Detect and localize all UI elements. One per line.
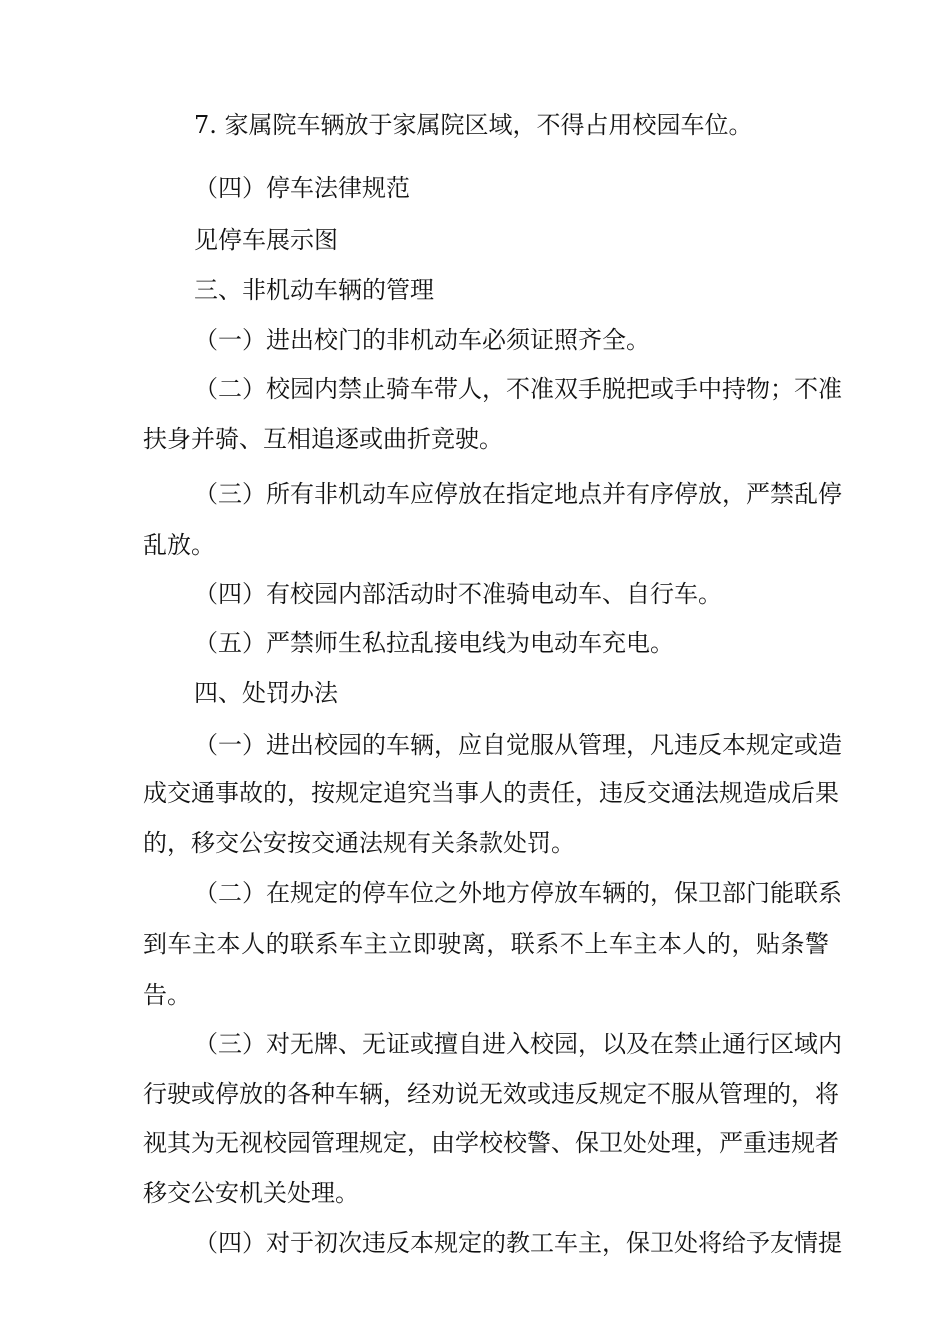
text-line: （一）进出校园的车辆，应自觉服从管理，凡违反本规定或造 (194, 731, 842, 759)
section-heading: 三、非机动车辆的管理 (194, 276, 434, 304)
text-line: 乱放。 (143, 531, 215, 559)
text-line: （三）对无牌、无证或擅自进入校园，以及在禁止通行区域内 (194, 1030, 842, 1058)
text-line: 告。 (143, 981, 191, 1009)
text-line: 见停车展示图 (194, 226, 338, 254)
text-line: 的，移交公安按交通法规有关条款处罚。 (143, 829, 575, 857)
text-line: （四）有校园内部活动时不准骑电动车、自行车。 (194, 580, 722, 608)
text-line: 成交通事故的，按规定追究当事人的责任，违反交通法规造成后果 (143, 779, 839, 807)
text-line: （二）校园内禁止骑车带人，不准双手脱把或手中持物；不准 (194, 375, 842, 403)
text-line: （三）所有非机动车应停放在指定地点并有序停放，严禁乱停 (194, 480, 842, 508)
text-line: （一）进出校门的非机动车必须证照齐全。 (194, 326, 650, 354)
text-line: （五）严禁师生私拉乱接电线为电动车充电。 (194, 629, 674, 657)
section-heading: 四、处罚办法 (194, 679, 338, 707)
text-line: 视其为无视校园管理规定，由学校校警、保卫处处理，严重违规者 (143, 1129, 839, 1157)
text-line: 到车主本人的联系车主立即驶离，联系不上车主本人的，贴条警 (143, 930, 829, 958)
section-heading: （四）停车法律规范 (194, 174, 410, 202)
text-line: （四）对于初次违反本规定的教工车主，保卫处将给予友情提 (194, 1229, 842, 1257)
text-line: 7. 家属院车辆放于家属院区域，不得占用校园车位。 (194, 111, 753, 139)
text-line: 行驶或停放的各种车辆，经劝说无效或违反规定不服从管理的，将 (143, 1080, 839, 1108)
text-line: 移交公安机关处理。 (143, 1179, 359, 1207)
text-line: 扶身并骑、互相追逐或曲折竞驶。 (143, 425, 503, 453)
text-line: （二）在规定的停车位之外地方停放车辆的，保卫部门能联系 (194, 879, 842, 907)
